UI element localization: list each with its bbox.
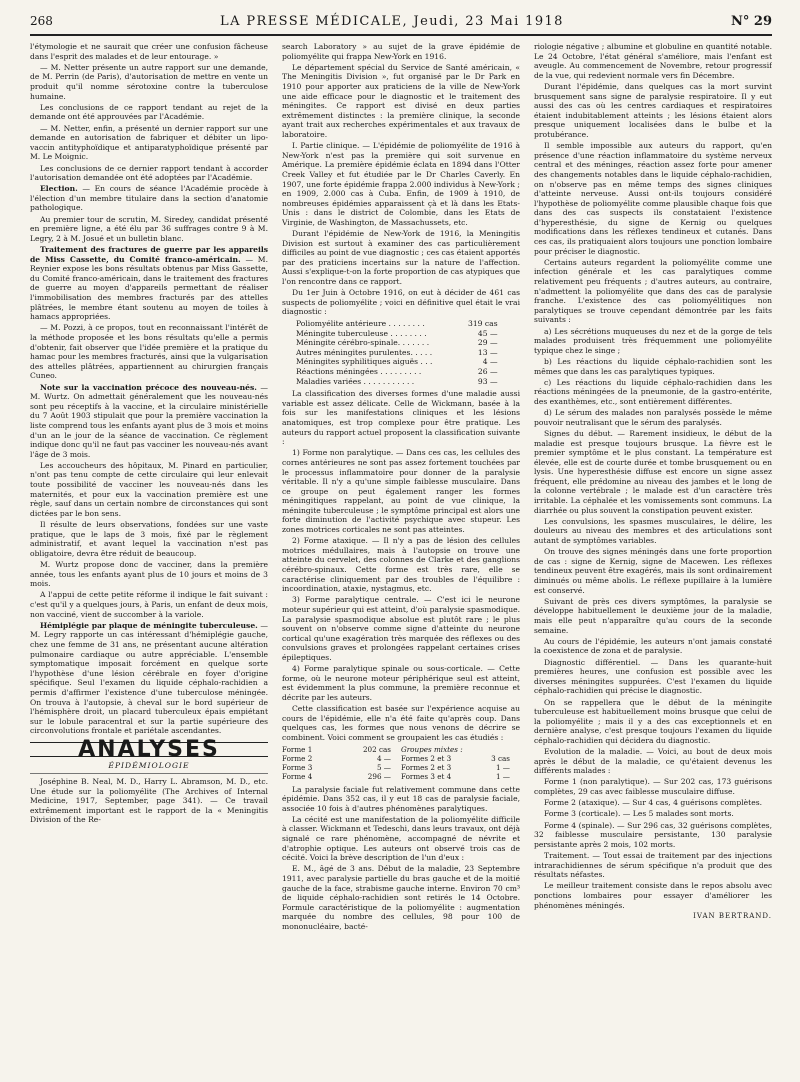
list-item: Maladies variées . . . . . . . . . . . 93 — [296,376,498,386]
analyses-banner: ANALYSES [30,742,268,758]
paragraph: — M. Netter, enfin, a présenté un dernier rapport sur une demande en autorisation de fabriquer et débiter un lipo-vaccin antityphoïdique et antiparatyphoïdique présenté par M. Le Moignic. [30,123,268,162]
section-heading: Hémiplégie par plaque de méningite tuberculeuse. [40,620,258,630]
paragraph: Il semble impossible aux auteurs du rapport, qu'en présence d'une réaction inflammatoire du système nerveux central et des méninges, réaction assez forte pour amener des changements notables dans le liquide céphalo-rachidien, on n'observe pas en même temps des signes cliniques d'atteinte nerveuse. Aussi ont-ils toujours considéré l'hypothèse de poliomyélite comme plausible chaque fois que dans des cas suspects ils constataient l'existence d'hyperesthésie, du signe de Kernig ou quelques modifications dans les réflexes tendineux et cutanés. Dans ces cas, ils pratiquaient alors toujours une ponction lombaire pour préciser le diagnostic. [534,141,772,256]
paragraph: Le meilleur traitement consiste dans le repos absolu avec ponctions lombaires pour essayer d'améliorer les phénomènes méningés. [534,881,772,910]
paragraph: Traitement. — Tout essai de traitement par des injections intrarachidiennes de sérum spécifique n'a produit que des résultats néfastes. [534,850,772,880]
table-row: Forme 4 296 — [282,771,391,781]
paragraph: Forme 4 (spinale). — Sur 296 cas, 32 guérisons complètes, 32 faiblesse musculaire persistante, 130 paralysie persistante après 2 mois, 102 morts. [534,820,772,849]
article-columns [30,42,772,1072]
paragraph: M. Wurtz propose donc de vacciner, dans la première année, tous les enfants ayant plus de 10 jours et moins de 3 mois. [30,560,268,589]
paragraph: Durant l'épidémie de New-York de 1916, la Meningitis Division est surtout à examiner des cas particulièrement difficiles au point de vue diagnostic ; ces cas étaient apportés par des praticiens incertains sur la nature de l'affection. Aussi s'explique-t-on la forte proportion de cas atypiques que l'on rencontre dans ce rapport. [282,229,520,287]
paragraph: Durant l'épidémie, dans quelques cas la mort survint brusquement sans signe de paralysie respiratoire. Il y eut aussi des cas où les centres cardiaques et respiratoires étaient indubitablement atteints ; les lésions étaient alors presque uniquement localisées dans le bulbe et la protubérance. [534,81,772,139]
table-row: Forme 3 5 — [282,762,391,772]
paragraph: Les accoucheurs des hôpitaux, M. Pinard en particulier, n'ont pas tenu compte de cette circulaire qui leur enlevait toute possibilité de vacciner les nouveau-nés dans les maternités, et pour eux la vaccination première est une règle, sauf dans un certain nombre de circonstances qui sont dictées par le bon sens. [30,460,268,518]
paragraph: Forme 3 (corticale). — Les 5 malades sont morts. [544,809,734,819]
issue-number: N° 29 [730,14,772,29]
list-item: Poliomyélite antérieure . . . . . . . . 319 cas [296,319,498,328]
forms-right [401,745,520,781]
paragraph: La cécité est une manifestation de la poliomyélite difficile à classer. Wickmann et Tedeschi, dans leurs travaux, ont déjà signalé ce rare phénomène, accompagné de névrite et d'atrophie optique. Les auteurs ont observé trois cas de cécité. Voici la brève description de l'un d'eux : [282,814,520,863]
diagnosis-list [296,319,520,386]
paragraph: 4) Forme paralytique spinale ou sous-corticale. — Cette forme, où le neurone moteur périphérique seul est atteint, est évidemment la plus commune, la première reconnue et décrite par les auteurs. [282,664,520,702]
paragraph: 2) Forme ataxique. — Il n'y a pas de lésion des cellules motrices médullaires, mais à l'autopsie on trouve une atteinte du cervelet, des colonnes de Clarke et des ganglions cérébro-spinaux. Cette forme est très rare, elle se caractérise cliniquement par des troubles de l'équilibre : incoordination, ataxie, nystagmus, etc. [282,536,520,594]
paragraph: Au cours de l'épidémie, les auteurs n'ont jamais constaté la coexistence de zona et de paralysie. [534,636,772,656]
page-header [30,14,772,36]
paragraph: Il résulte de leurs observations, fondées sur une vaste pratique, que le laps de 3 mois, fixé par le règlement administratif, et avant lequel la vaccination n'est pas obligatoire, devra être réduit de beaucoup. [30,520,268,558]
paragraph: Joséphine B. Neal, M. D., Harry L. Abramson, M. D., etc. Une étude sur la poliomyélite (The Archives of Internal Medicine, 1917, September, page 341). — Ce travail extrêmement important est le rapport de la « Meningitis Division of the Re- [30,777,268,825]
list-item: Autres méningites purulentes. . . . . 13 — [296,347,498,357]
paragraph: — M. Pozzi, à ce propos, tout en reconnaissant l'intérêt de la méthode proposée et les bons résultats qu'elle a permis d'obtenir, fait observer que l'idée première et la pratique du hamac pour les membres fracturés, ainsi que la vulgarisation des attelles plâtrées, appartiennent au chirurgien français Cuneo. [30,323,268,381]
column-3 [534,42,772,1072]
paragraph: Note sur la vaccination précoce des nouveau-nés. — M. Wurtz. On admettait généralement que les nouveau-nés sont peu réceptifs à la vaccine, et la circulaire ministérielle du 7 Août 1903 stipulait que pour la première vaccination la liste comprend tous les enfants ayant plus de 3 mois et moins d'un an le jour de la séance de vaccination. Ce règlement indique donc qu'il ne faut pas vacciner les nouveau-nés avant l'âge de 3 mois. [30,382,268,459]
paragraph: Cette classification est basée sur l'expérience acquise au cours de l'épidémie, elle n'a été faite qu'après coup. Dans quelques cas, les formes que nous venons de décrire se combinent. Voici comment se groupaient les cas étudiés : [282,704,520,742]
section-label: ÉPIDÉMIOLOGIE [30,761,268,774]
paragraph: Diagnostic différentiel. — Dans les quarante-huit premières heures, une confusion est possible avec les diverses méningites suppurées. C'est l'examen du liquide céphalo-rachidien qui précise le diagnostic. [534,657,772,696]
paragraph: Election. — En cours de séance l'Académie procède à l'élection d'un membre titulaire dans la section d'anatomie pathologique. [30,184,268,213]
paragraph: Du 1er Juin à Octobre 1916, on eut à décider de 461 cas suspects de poliomyélite ; voici en définitive quel était le vrai diagnostic : [282,288,520,317]
section-heading: Election. [40,184,78,194]
paragraph: La paralysie faciale fut relativement commune dans cette épidémie. Dans 352 cas, il y eut 18 cas de paralysie faciale, associée 10 fois à d'autres phénomènes paralytiques. [282,784,520,813]
table-header: Groupes mixtes : [401,744,463,754]
paragraph: Forme 1 (non paralytique). — Sur 202 cas, 173 guérisons complètes, 29 cas avec faiblesse musculaire diffuse. [534,777,772,797]
paragraph: — M. Netter présente un autre rapport sur une demande, de M. Perrin (de Paris), d'autorisation de mettre en vente un produit qu'il nomme sérotoxine contre la tuberculose humaine. [30,62,268,101]
paragraph: c) Les réactions du liquide céphalo-rachidien dans les réactions méningées de la pneumonie, de la gastro-entérite, des exanthèmes, etc., sont entièrement différentes. [534,377,772,406]
paragraph: Traitement des fractures de guerre par les appareils de Miss Cassette, du Comité franco-américain. — M. Reynier expose les bons résultats obtenus par Miss Gassette, du Comité franco-américain, dans le traitement des fractures de guerre au moyen d'appareils permettant de réaliser l'immobilisation des membres fracturés par des attelles plâtrées, le membre étant soutenu au moyen de toiles à hamacs appropriées. [30,245,268,322]
list-item: Méningite tuberculeuse . . . . . . . . 45 — [296,328,498,338]
paragraph: On se rappellera que le début de la méningite tuberculeuse est habituellement moins brusque que celui de la poliomyélite ; mais il y a des cas exceptionnels et en dernière analyse, c'est presque toujours l'examen du liquide céphalo-rachidien qui décidera du diagnostic. [534,697,772,745]
paragraph: 3) Forme paralytique centrale. — C'est ici le neurone moteur supérieur qui est atteint, d'où paralysie spasmodique. La paralysie spasmodique absolue est plutôt rare ; le plus souvent on n'observe comme signe d'atteinte du neurone cortical qu'une exagération très marquée des réflexes ou des convulsions graves et prolongées rappelant certaines crises épileptiques. [282,595,520,662]
section-heading: Traitement des fractures de guerre par les appareils de Miss Cassette, du Comité franco-américain. [30,245,268,264]
paragraph: search Laboratory » au sujet de la grave épidémie de poliomyélite qui frappa New-York en 1916. [282,42,520,61]
table-row: Forme 1 202 cas [282,744,391,754]
list-item: Méningite cérébro-spinale. . . . . . . 29 — [296,338,498,348]
page-number: 268 [30,14,53,28]
paragraph: E. M., âgé de 3 ans. Début de la maladie, 23 Septembre 1911, avec paralysie partielle du bras gauche et de la moitié gauche de la face, strabisme gauche interne. Environ 70 cm³ de liquide céphalo-rachidien sont retirés le 14 Octobre. Formule caractéristique de la poliomyélite : augmentation marquée du nombre des cellules, 98 pour 100 de mononucléaire, bacté- [282,864,520,931]
paragraph: l'étymologie et ne saurait que créer une confusion fâcheuse dans l'esprit des malades et de leur entourage. » [30,42,268,61]
paragraph: Forme 2 (ataxique). — Sur 4 cas, 4 guérisons complètes. [544,798,763,808]
paragraph: Certains auteurs regardent la poliomyélite comme une infection générale et les cas paralytiques comme relativement peu fréquents ; d'autres auteurs, au contraire, n'admettent la poliomyélite que dans des cas de paralysie franche. L'existence des cas poliomyélitiques non paralytiques se trouve cependant démontrée par les faits suivants : [534,257,772,325]
author-signature: IVAN BERTRAND. [693,912,772,921]
table-row: Forme 2 4 — [282,753,391,763]
paragraph: b) Les réactions du liquide céphalo-rachidien sont les mêmes que dans les cas paralytiques typiques. [534,356,772,376]
table-row: Formes 2 et 3 1 — [401,762,510,772]
column-2 [282,42,520,1072]
paragraph: riologie négative ; albumine et globuline en quantité notable. Le 24 Octobre, l'état général s'améliore, mais l'enfant est aveugle. Au commencement de Novembre, retour progressif de la vue, qui redevient normale vers fin Décembre. [534,42,772,80]
paragraph: A l'appui de cette petite réforme il indique le fait suivant : c'est qu'il y a quelques jours, à Paris, un enfant de deux mois, non vacciné, vient de succomber à la variole. [30,590,268,619]
paragraph: Signes du début. — Rarement insidieux, le début de la maladie est presque toujours brusque. La fièvre est le premier symptôme et le plus constant. La température est élevée, elle est de courte durée et tombe brusquement ou en lysis. Une hyperesthésie diffuse est encore un signe assez fréquent, elle prédomine au niveau des jambes et le long de la colonne vertébrale ; le malade est d'un caractère très irritable. La céphalée et les vomissements sont communs. La diarrhée ou plus souvent la constipation peuvent exister. [534,428,772,515]
section-heading: Note sur la vaccination précoce des nouveau-nés. [40,382,257,392]
table-row: Formes 2 et 3 3 cas [401,753,510,763]
paragraph: Evolution de la maladie. — Voici, au bout de deux mois après le début de la maladie, ce qu'étaient devenus les différents malades : [534,747,772,776]
paragraph: La classification des diverses formes d'une maladie aussi variable est assez délicate. Celle de Wickmann, basée à la fois sur les manifestations cliniques et les lésions anatomiques, est trop complexe pour être pratique. Les auteurs du rapport actuel proposent la classification suivante : [282,389,520,447]
forms-table [282,745,520,781]
paragraph: Suivant de près ces divers symptômes, la paralysie se développe habituellement le deuxième jour de la maladie, mais elle peut n'apparaître qu'au cours de la seconde semaine. [534,596,772,635]
paragraph: 1) Forme non paralytique. — Dans ces cas, les cellules des cornes antérieures ne sont pas assez fortement touchées par le processus inflammatoire pour donner de la paralysie véritable. Il n'y a qu'une simple faiblesse musculaire. Dans ce groupe on peut également ranger les formes méningitiques rappelant, au point de vue clinique, la méningite tuberculeuse ; le symptôme principal est alors une forte diminution de l'activité psychique avec stupeur. Les zones motrices corticales ne sont pas atteintes. [282,448,520,535]
paragraph: I. Partie clinique. — L'épidémie de poliomyélite de 1916 à New-York n'est pas la première qui soit survenue en Amérique. La première épidémie éclata en 1894 dans l'Otter Creek Valley et fut étudiée par le Dr Charles Caverly. En 1907, une forte épidémie frappa 2.000 individus à New-York ; en 1909, 2.000 cas à Cuba. Enfin, de 1909 à 1910, de nombreuses épidémies apparaissent çà et là dans les Etats-Unis : dans le district de Colombie, dans les Etats de Virginie, de Washington, de Massachussets, etc. [282,141,520,227]
paragraph: a) Les sécrétions muqueuses du nez et de la gorge de tels malades produisent très fréquemment une poliomyélite typique chez le singe ; [534,326,772,355]
paragraph: d) Le sérum des malades non paralysés possède le même pouvoir neutralisant que le sérum des paralysés. [534,408,772,427]
paragraph: Hémiplégie par plaque de méningite tuberculeuse. — M. Legry rapporte un cas intéressant d'hémiplégie gauche, chez une femme de 31 ans, ne présentant aucune altération pulmonaire cardiaque ou autre appréciable. L'ensemble symptomatique imposait forcément en quelque sorte l'hypothèse d'une lésion cérébrale en foyer d'origine spécifique. Seul l'examen du liquide céphalo-rachidien a permis d'affirmer l'existence d'une tuberculose méningée. On trouva à l'autopsie, à cheval sur le bord supérieur de l'hémisphère droit, un placard tuberculeux épais empiétant sur le lobule paracentral et sur la partie supérieure des circonvolutions frontale et pariétale ascendantes. [30,620,268,736]
column-1 [30,42,268,1072]
paragraph: Les convulsions, les spasmes musculaires, le délire, les douleurs au niveau des membres et des articulations sont autant de symptômes variables. [534,516,772,546]
paragraph: Au premier tour de scrutin, M. Siredey, candidat présenté en première ligne, a été élu par 36 suffrages contre 9 à M. Legry, 2 à M. Josué et un bulletin blanc. [30,214,268,243]
forms-left [282,745,401,781]
list-item: Réactions méningées . . . . . . . . . 26 — [296,366,498,376]
paragraph: Le département spécial du Service de Santé américain, « The Meningitis Division », fut organisé par le Dr Park en 1910 pour apporter aux praticiens de la ville de New-York une aide efficace pour le diagnostic et le traitement des méningites. Ce rapport est divisé en deux parties extrêmement distinctes : la première clinique, la seconde ayant trait aux recherches expérimentales et aux travaux de laboratoire. [282,62,520,139]
paragraph: Les conclusions de ce dernier rapport tendant à accorder l'autorisation demandée ont été adoptées par l'Académie. [30,163,268,183]
list-item: Méningites syphilitiques aiguës . . . 4 — [296,357,498,367]
paragraph: On trouve des signes méningés dans une forte proportion de cas : signe de Kernig, signe de Macewen. Les réflexes tendineux peuvent être exagérés, mais ils sont ordinairement diminués ou même abolis. Le réflexe pupillaire à la lumière est conservé. [534,547,772,595]
publication-title: LA PRESSE MÉDICALE, Jeudi, 23 Mai 1918 [220,14,564,29]
paragraph: Les conclusions de ce rapport tendant au rejet de la demande ont été approuvées par l'Académie. [30,102,268,122]
table-row: Formes 3 et 4 1 — [401,771,510,781]
